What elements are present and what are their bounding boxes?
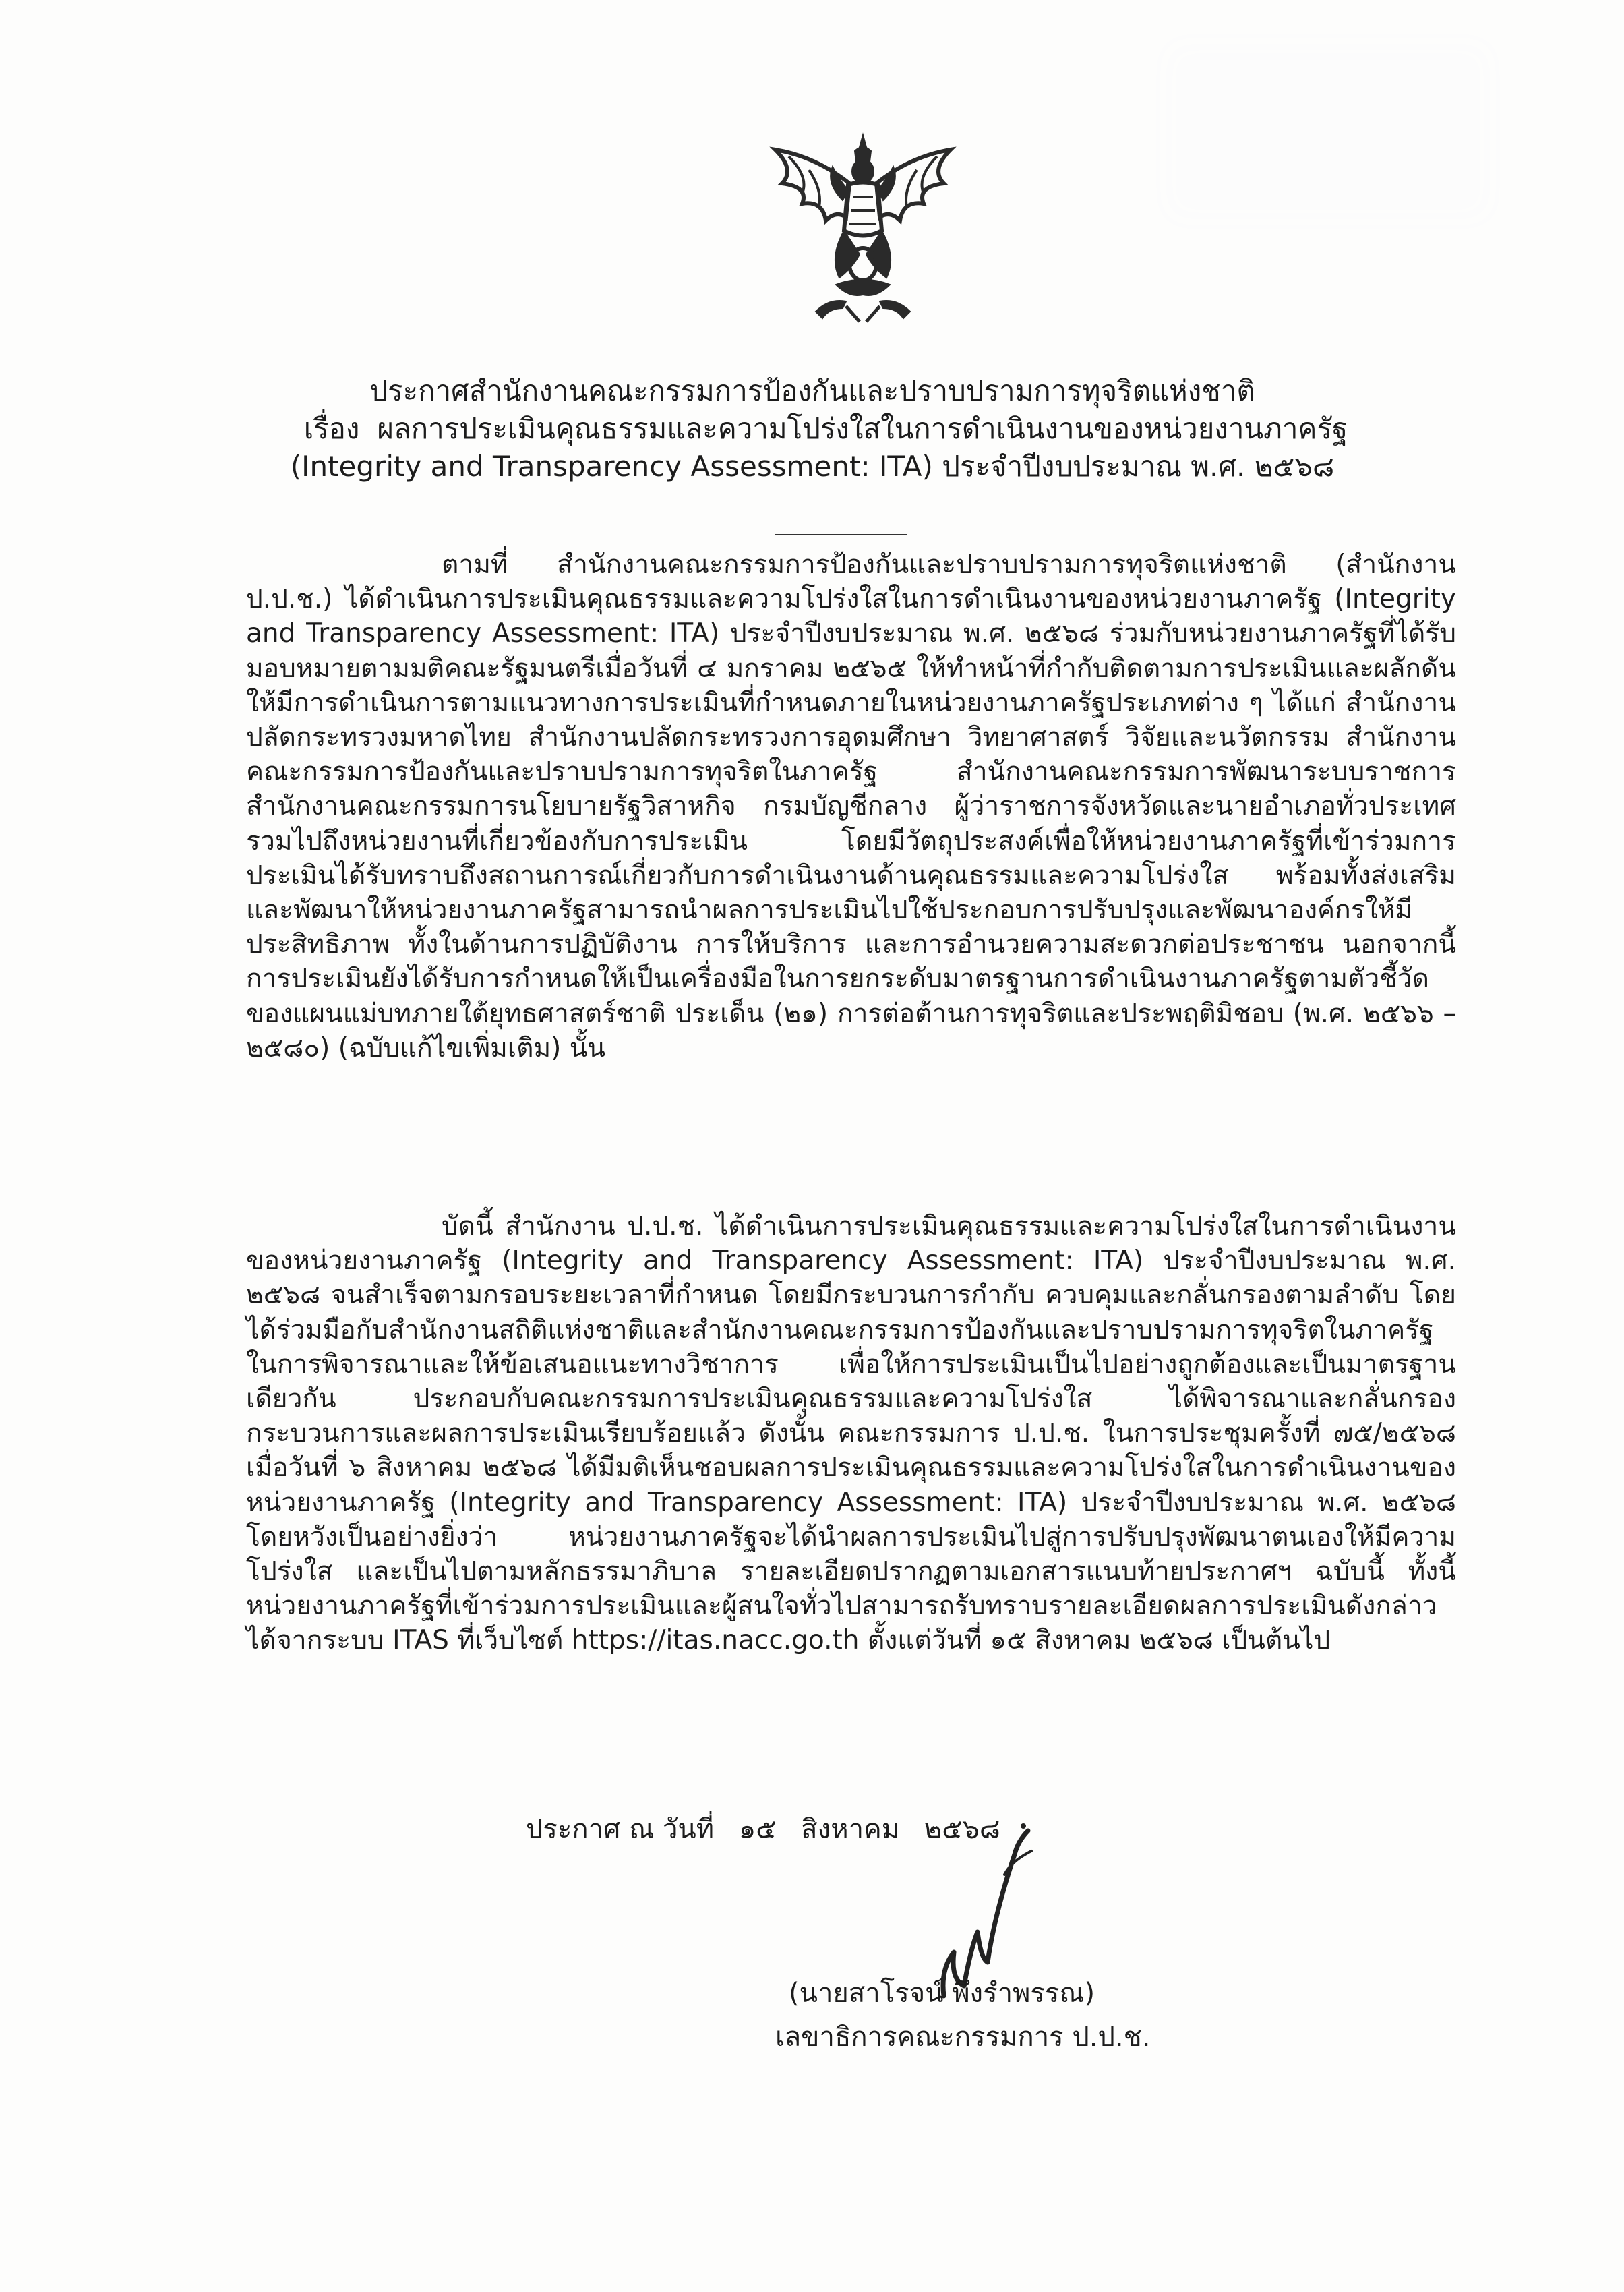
announce-day: ๑๕ [738, 1814, 777, 1845]
subject-label: เรื่อง [303, 412, 360, 445]
paragraph-2-text: บัดนี้ สำนักงาน ป.ป.ช. ได้ดำเนินการประเมินคุณธรรมและความโปร่งใสในการดำเนินงานของหน่วยงานภาครัฐ (Integrity and Transparency Assessment: ITA) ประจำปีงบประมาณ พ.ศ. ๒๕๖๘ จนสำเร็จตามกรอบระยะเวลาที่กำหนด โดยมีกระบวนการกำกับ ควบคุมและกลั่นกรองตามลำดับ โดยได้ร่วมมือกับสำนักงานสถิติแห่งชาติและสำนักงานคณะกรรมการป้องกันและปราบปรามการทุจริตในภาครัฐ ในการพิจารณาและให้ข้อเสนอแนะทางวิชาการ เพื่อให้การประเมินเป็นไปอย่างถูกต้องและเป็นมาตรฐานเดียวกัน ประกอบกับคณะกรรมการประเมินคุณธรรมและความโปร่งใส ได้พิจารณาและกลั่นกรองกระบวนการและผลการประเมินเรียบร้อยแล้ว ดังนั้น คณะกรรมการ ป.ป.ช. ในการประชุมครั้งที่ ๗๕/๒๕๖๘ เมื่อวันที่ ๖ สิงหาคม ๒๕๖๘ ได้มีมติเห็นชอบผลการประเมินคุณธรรมและความโปร่งใสในการดำเนินงานของหน่วยงานภาครัฐ (Integrity and Transparency Assessment: ITA) ประจำปีงบประมาณ พ.ศ. ๒๕๖๘ โดยหวังเป็นอย่างยิ่งว่า หน่วยงานภาครัฐจะได้นำผลการประเมินไปสู่การปรับปรุงพัฒนาตนเองให้มีความโปร่งใส และเป็นไปตามหลักธรรมาภิบาล รายละเอียดปรากฏตามเอกสารแนบท้ายประกาศฯ ฉบับนี้ ทั้งนี้ หน่วยงานภาครัฐที่เข้าร่วมการประเมินและผู้สนใจทั่วไปสามารถรับทราบรายละเอียดผลการประเมินดังกล่าวได้จากระบบ ITAS ที่เว็บไซต์ https://itas.nacc.go.th ตั้งแต่วันที่ ๑๕ สิงหาคม ๒๕๖๘ เป็นต้นไป [246, 1211, 1456, 1656]
announce-prefix: ประกาศ ณ วันที่ [526, 1814, 715, 1845]
body-paragraph-2 [246, 1209, 1456, 1658]
subject-text: ผลการประเมินคุณธรรมและความโปร่งใสในการดำเนินงานของหน่วยงานภาครัฐ [377, 412, 1348, 445]
title-divider [775, 534, 907, 535]
signatory-position: เลขาธิการคณะกรรมการ ป.ป.ช. [775, 2022, 1151, 2053]
blank-corner [1186, 64, 1470, 199]
garuda-emblem-icon [762, 129, 964, 328]
paragraph-1-text: ตามที่ สำนักงานคณะกรรมการป้องกันและปราบปรามการทุจริตแห่งชาติ (สำนักงาน ป.ป.ช.) ได้ดำเนินการประเมินคุณธรรมและความโปร่งใสในการดำเนินงานของหน่วยงานภาครัฐ (Integrity and Transparency Assessment: ITA) ประจำปีงบประมาณ พ.ศ. ๒๕๖๘ ร่วมกับหน่วยงานภาครัฐที่ได้รับมอบหมายตามมติคณะรัฐมนตรีเมื่อวันที่ ๔ มกราคม ๒๕๖๕ ให้ทำหน้าที่กำกับติดตามการประเมินและผลักดันให้มีการดำเนินการตามแนวทางการประเมินที่กำหนดภายในหน่วยงานภาครัฐประเภทต่าง ๆ ได้แก่ สำนักงานปลัดกระทรวงมหาดไทย สำนักงานปลัดกระทรวงการอุดมศึกษา วิทยาศาสตร์ วิจัยและนวัตกรรม สำนักงานคณะกรรมการป้องกันและปราบปรามการทุจริตในภาครัฐ สำนักงานคณะกรรมการพัฒนาระบบราชการ สำนักงานคณะกรรมการนโยบายรัฐวิสาหกิจ กรมบัญชีกลาง ผู้ว่าราชการจังหวัดและนายอำเภอทั่วประเทศ รวมไปถึงหน่วยงานที่เกี่ยวข้องกับการประเมิน โดยมีวัตถุประสงค์เพื่อให้หน่วยงานภาครัฐที่เข้าร่วมการประเมินได้รับทราบถึงสถานการณ์เกี่ยวกับการดำเนินงานด้านคุณธรรมและความโปร่งใส พร้อมทั้งส่งเสริมและพัฒนาให้หน่วยงานภาครัฐสามารถนำผลการประเมินไปใช้ประกอบการปรับปรุงและพัฒนาองค์กรให้มีประสิทธิภาพ ทั้งในด้านการปฏิบัติงาน การให้บริการ และการอำนวยความสะดวกต่อประชาชน นอกจากนี้การประเมินยังได้รับการกำหนดให้เป็นเครื่องมือในการยกระดับมาตรฐานการดำเนินงานภาครัฐตามตัวชี้วัดของแผนแม่บทภายใต้ยุทธศาสตร์ชาติ ประเด็น (๒๑) การต่อต้านการทุจริตและประพฤติมิชอบ (พ.ศ. ๒๕๖๖ – ๒๕๘๐) (ฉบับแก้ไขเพิ่มเติม) นั้น [246, 550, 1456, 1063]
title-line-1: ประกาศสำนักงานคณะกรรมการป้องกันและปราบปรามการทุจริตแห่งชาติ [369, 374, 1255, 407]
body-paragraph-1 [246, 548, 1456, 1065]
announce-year: ๒๕๖๘ [924, 1814, 1000, 1845]
title-line-3: (Integrity and Transparency Assessment: ITA) ประจำปีงบประมาณ พ.ศ. ๒๕๖๘ [290, 450, 1335, 483]
subject-line [202, 410, 1422, 448]
announcement-title [202, 372, 1422, 486]
announce-month: สิงหาคม [801, 1814, 900, 1845]
signatory-name: (นายสาโรจน์ พึงรำพรรณ) [789, 1978, 1095, 2009]
